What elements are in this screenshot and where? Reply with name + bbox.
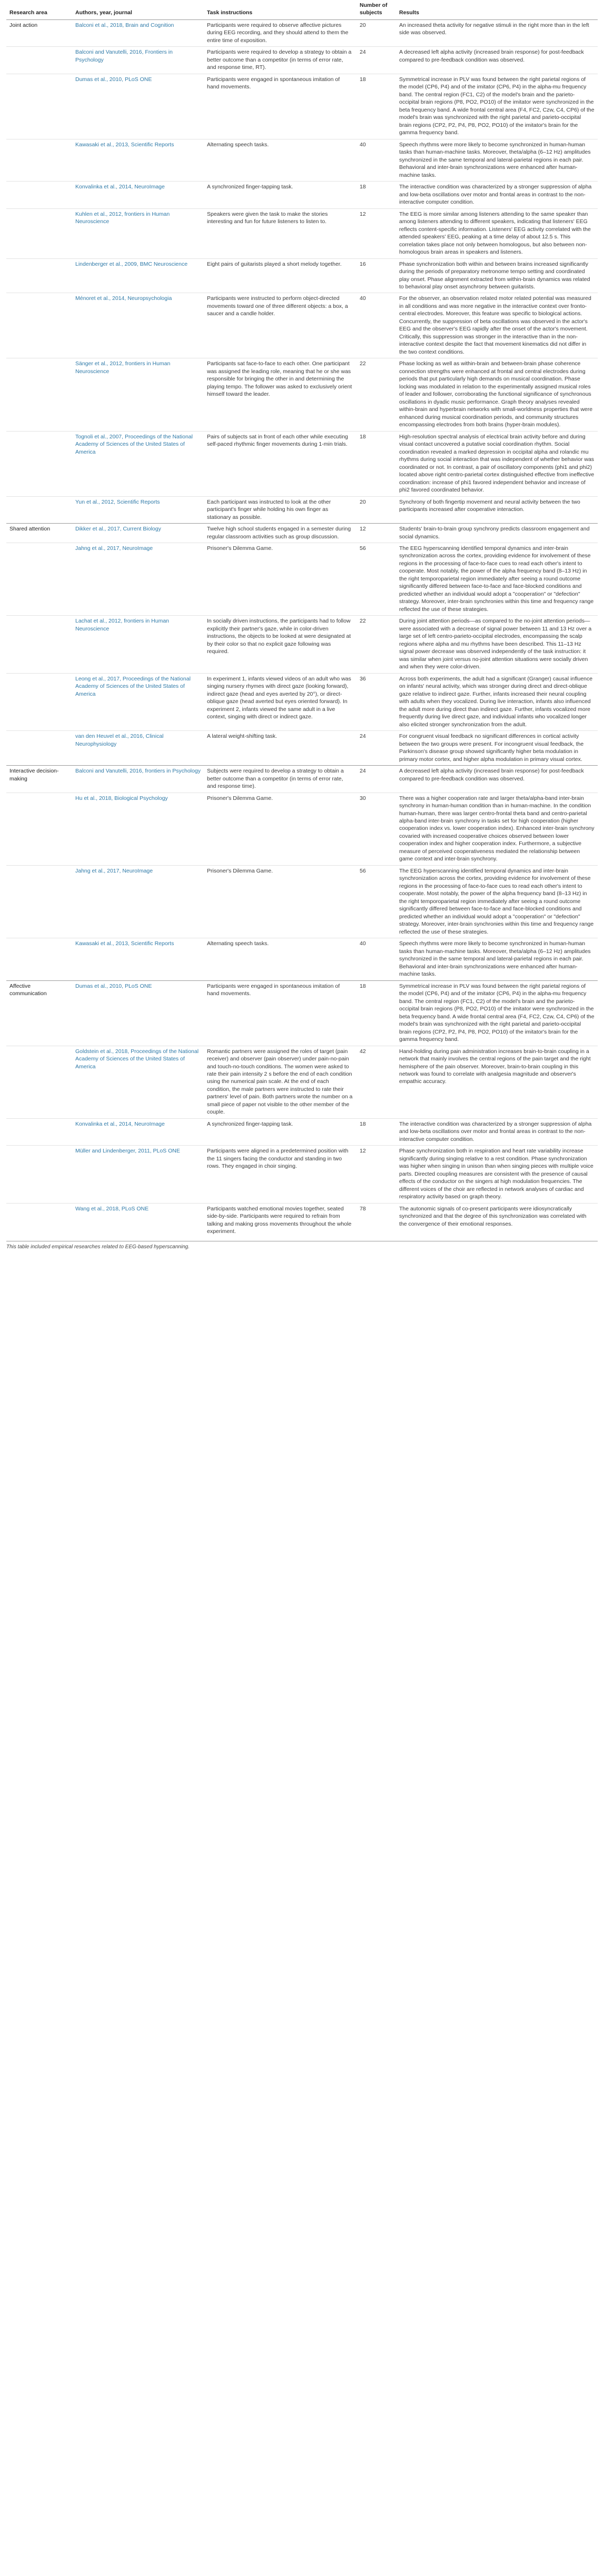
subjects-cell: 24 [357,766,396,793]
research-area-cell [6,182,72,208]
subjects-cell: 12 [357,208,396,258]
authors-cell: Balconi and Vanutelli, 2016, frontiers in Psychology [72,766,204,793]
subjects-cell: 18 [357,980,396,1046]
authors-cell: Jahng et al., 2017, NeuroImage [72,865,204,938]
research-area-cell [6,731,72,766]
results-cell: For congruent visual feedback no significant differences in cortical activity between the two groups were present. For incongruent visual feedback, the Parkinson's disease group showed significantly higher beta modulation in primary motor cortex, and higher alpha modulation in primary visual cortex. [396,731,598,766]
results-cell: Phase synchronization both within and between brains increased significantly during the periods of preparatory metronome tempo setting and coordinated play onset. Phase alignment extracted from within-brain dynamics was related to behavioral play onset asynchrony between guitarists. [396,258,598,293]
results-cell: The EEG hyperscanning identified temporal dynamics and inter-brain synchronization across the cortex, providing evidence for involvement of these regions in the processing of face-to-face cues to read each other's intent to cooperate. Most notably, the power of the alpha frequency band (8–13 Hz) in the right temporoparietal region immediately after seeing a round outcome significantly differed between face-to-face and face-blocked conditions and predicted whether an individual would adopt a "cooperation" or "defection" strategy. Moreover, inter-brain synchronies within this time and frequency range reflected the use of these strategies. [396,865,598,938]
subjects-cell: 20 [357,496,396,523]
research-area-cell [6,1118,72,1145]
research-area-cell [6,358,72,431]
results-cell: An increased theta activity for negative stimuli in the right more than in the left side was observed. [396,19,598,46]
task-cell: Speakers were given the task to make the stories interesting and fun for future listeners to listen to. [204,208,357,258]
subjects-cell: 18 [357,74,396,139]
authors-cell: Lindenberger et al., 2009, BMC Neuroscience [72,258,204,293]
research-area-cell: Joint action [6,19,72,46]
task-cell: Prisoner's Dilemma Game. [204,865,357,938]
table-row [6,524,598,543]
subjects-cell: 22 [357,616,396,673]
authors-cell: Sänger et al., 2012, frontiers in Human Neuroscience [72,358,204,431]
table-row [6,731,598,766]
task-cell: Romantic partners were assigned the roles of target (pain receiver) and observer (pain observer) under pain-no-pain and touch-no-touch conditions. The women were asked to rate their pain intensity 2 s before the end of each condition using the numerical pain scale. At the end of each condition, the male partners were instructed to rate their partners' level of pain. Both partners wrote the number on a small piece of paper not visible to the other member of the couple. [204,1046,357,1118]
subjects-cell: 12 [357,524,396,543]
authors-cell: Dikker et al., 2017, Current Biology [72,524,204,543]
table-row [6,938,598,980]
table-row [6,1118,598,1145]
table-footnote: This table included empirical researches related to EEG-based hyperscanning. [6,1241,598,1251]
results-cell: Hand-holding during pain administration increases brain-to-brain coupling in a network that mainly involves the central regions of the pain target and the right hemisphere of the pain observer. Moreover, brain-to-brain coupling in this network was found to correlate with analgesia magnitude and observer's empathic accuracy. [396,1046,598,1118]
task-cell: Prisoner's Dilemma Game. [204,543,357,616]
research-area-cell: Affective communication [6,980,72,1046]
subjects-cell: 42 [357,1046,396,1118]
header-subjects: Number of subjects [357,0,396,19]
table-row [6,431,598,496]
task-cell: A lateral weight-shifting task. [204,731,357,766]
task-cell: Participants sat face-to-face to each other. One participant was assigned the leading role, meaning that he or she was responsible for bringing the other in and determining the playing tempo. The follower was asked to exclusively orient himself toward the leader. [204,358,357,431]
results-cell: The EEG hyperscanning identified temporal dynamics and inter-brain synchronization across the cortex, providing evidence for involvement of these regions in the processing of face-to-face cues to read each other's intent to cooperate. Most notably, the power of the alpha frequency band (8–13 Hz) in the right temporoparietal region immediately after seeing a round outcome significantly differed between face-to-face and face-blocked conditions and predicted whether an individual would adopt a "cooperation" or "defection" strategy. Moreover, inter-brain synchronies within this time and frequency range reflected the use of these strategies. [396,543,598,616]
table-row [6,543,598,616]
task-cell: A synchronized finger-tapping task. [204,182,357,208]
results-cell: Speech rhythms were more likely to become synchronized in human-human tasks than human-machine tasks. Moreover, theta/alpha (6–12 Hz) amplitudes synchronized in the same temporal and lateral-parietal regions in each pair. Behavioral and inter-brain synchronizations were enhanced after human-machine tasks. [396,139,598,181]
subjects-cell: 40 [357,293,396,358]
research-area-cell [6,865,72,938]
subjects-cell: 12 [357,1146,396,1203]
research-area-cell [6,616,72,673]
table-row [6,865,598,938]
results-cell: Speech rhythms were more likely to become synchronized in human-human tasks than human-machine tasks. Moreover, theta/alpha (6–12 Hz) amplitudes synchronized in the same temporal and lateral-parietal regions in each pair. Behavioral and inter-brain synchronizations were enhanced after human-machine tasks. [396,938,598,980]
research-area-cell [6,793,72,865]
task-cell: Participants were engaged in spontaneous imitation of hand movements. [204,980,357,1046]
authors-cell: Yun et al., 2012, Scientific Reports [72,496,204,523]
table-row [6,616,598,673]
research-area-cell [6,543,72,616]
research-area-cell [6,139,72,181]
task-cell: Participants were instructed to perform object-directed movements toward one of three different objects: a box, a saucer and a candle holder. [204,293,357,358]
research-area-cell [6,431,72,496]
results-cell: The interactive condition was characterized by a stronger suppression of alpha and low-beta oscillations over motor and frontal areas in contrast to the non-interactive computer condition. [396,1118,598,1145]
authors-cell: Dumas et al., 2010, PLoS ONE [72,74,204,139]
authors-cell: Ménoret et al., 2014, Neuropsychologia [72,293,204,358]
task-cell: Prisoner's Dilemma Game. [204,793,357,865]
subjects-cell: 24 [357,731,396,766]
table-row [6,47,598,74]
authors-cell: Leong et al., 2017, Proceedings of the National Academy of Sciences of the United States of America [72,673,204,730]
authors-cell: Goldstein et al., 2018, Proceedings of the National Academy of Sciences of the United States of America [72,1046,204,1118]
subjects-cell: 16 [357,258,396,293]
research-area-cell [6,47,72,74]
authors-cell: Lachat et al., 2012, frontiers in Human Neuroscience [72,616,204,673]
table-row [6,182,598,208]
table-row [6,980,598,1046]
table-header [6,0,598,19]
task-cell: Participants were aligned in a predetermined position with the 11 singers facing the conductor and standing in two rows. They engaged in choir singing. [204,1146,357,1203]
subjects-cell: 20 [357,19,396,46]
subjects-cell: 36 [357,673,396,730]
header-research-area: Research area [6,0,72,19]
task-cell: Participants were required to observe affective pictures during EEG recording, and they should attend to them the entire time of exposition. [204,19,357,46]
research-area-cell [6,673,72,730]
table-row [6,793,598,865]
results-cell: Phase locking as well as within-brain and between-brain phase coherence connection strengths were enhanced at frontal and central electrodes during periods that put particularly high demands on musical coordination. Phase locking was modulated in relation to the experimentally assigned musical roles of leader and follower, corroborating the functional significance of synchronous oscillations in dyadic music performance. Graph theory analyses revealed within-brain and hyperbrain networks with small-worldness properties that were enhanced during musical coordination periods, and community structures encompassing electrodes from both brains (hyper-brain modules). [396,358,598,431]
results-cell: A decreased left alpha activity (increased brain response) for post-feedback compared to pre-feedback condition was observed. [396,766,598,793]
results-cell: Symmetrical increase in PLV was found between the right parietal regions of the model (CP6, P4) and of the imitator (CP6, P4) in the alpha-mu frequency band. The central region (FC1, C2) of the model's brain and the parieto-occipital brain regions (P8, PO2, PO10) of the imitator were synchronized in the beta frequency band. A wide frontal central area (F4, FC2, Czw, C4, CP6) of the model's brain was synchronized with the right parietal and parieto-occipital brain regions (CP2, P2, P4, P8, PO2, PO10) of the imitator's brain for the gamma frequency band. [396,980,598,1046]
table-row [6,358,598,431]
authors-cell: Kawasaki et al., 2013, Scientific Reports [72,139,204,181]
task-cell: Eight pairs of guitarists played a short melody together. [204,258,357,293]
table-row [6,74,598,139]
table-row [6,208,598,258]
task-cell: Participants were required to develop a strategy to obtain a better outcome than a competitor (in terms of error rate, and response time, RT). [204,47,357,74]
subjects-cell: 22 [357,358,396,431]
authors-cell: Wang et al., 2018, PLoS ONE [72,1203,204,1237]
table-row [6,1146,598,1203]
subjects-cell: 56 [357,543,396,616]
research-area-cell [6,496,72,523]
table-row [6,19,598,46]
subjects-cell: 40 [357,139,396,181]
research-area-cell [6,938,72,980]
research-area-cell [6,258,72,293]
table-page [0,0,604,1254]
authors-cell: Hu et al., 2018, Biological Psychology [72,793,204,865]
task-cell: Participants watched emotional movies together, seated side-by-side. Participants were required to refrain from talking and making gross movements throughout the whole experiment. [204,1203,357,1237]
hyperscanning-table [6,0,598,1238]
subjects-cell: 78 [357,1203,396,1237]
task-cell: In experiment 1, infants viewed videos of an adult who was singing nursery rhymes with direct gaze (looking forward), indirect gaze (head and eyes averted by 20°), or direct-oblique gaze (head averted but eyes oriented forward). In experiment 2, infants viewed the same adult in a live context, singing with direct or indirect gaze. [204,673,357,730]
results-cell: For the observer, an observation related motor related potential was measured in all conditions and was more negative in the interactive context over fronto-central electrodes. Moreover, this feature was specific to biological actions. Concurrently, the suppression of beta oscillations was observed in the actor's EEG and the observer's EEG rapidly after the onset of the actor's movement. Critically, this suppression was stronger in the interactive than in the non-interactive context despite the fact that movement kinematics did not differ in the two context conditions. [396,293,598,358]
table-row [6,293,598,358]
task-cell: A synchronized finger-tapping task. [204,1118,357,1145]
subjects-cell: 24 [357,47,396,74]
results-cell: High-resolution spectral analysis of electrical brain activity before and during visual contact uncovered a putative social coordination rhythm. Social coordination revealed a marked depression in occipital alpha and rolandic mu rhythms during social interaction that was independent of whether behavior was coordinated or not. In contrast, a pair of oscillatory components (phi1 and phi2) located above right centro-parietal cortex distinguished effective from ineffective coordination: increase of phi1 favored independent behavior and increase of phi2 favored coordinated behavior. [396,431,598,496]
subjects-cell: 18 [357,182,396,208]
authors-cell: Konvalinka et al., 2014, NeuroImage [72,1118,204,1145]
results-cell: The interactive condition was characterized by a stronger suppression of alpha and low-beta oscillations over motor and frontal areas in contrast to the non-interactive computer condition. [396,182,598,208]
subjects-cell: 30 [357,793,396,865]
task-cell: Pairs of subjects sat in front of each other while executing self-paced rhythmic finger movements during 1-min trials. [204,431,357,496]
task-cell: Participants were engaged in spontaneous imitation of hand movements. [204,74,357,139]
authors-cell: Müller and Lindenberger, 2011, PLoS ONE [72,1146,204,1203]
research-area-cell [6,74,72,139]
research-area-cell: Interactive decision-making [6,766,72,793]
table-row [6,1046,598,1118]
results-cell: Symmetrical increase in PLV was found between the right parietal regions of the model (CP6, P4) and of the imitator (CP6, P4) in the alpha-mu frequency band. The central region (FC1, C2) of the model's brain and the parieto-occipital brain regions (P8, PO2, PO10) of the imitator were synchronized in the beta frequency band. A wide frontal central area (F4, FC2, Czw, C4, CP6) of the model's brain was synchronized with the right parietal and parieto-occipital brain regions (CP2, P2, P4, P8, PO2, PO10) of the imitator's brain for the gamma frequency band. [396,74,598,139]
task-cell: Twelve high school students engaged in a semester during regular classroom activities such as group discussion. [204,524,357,543]
research-area-cell [6,1203,72,1237]
header-row [6,0,598,19]
task-cell: Alternating speech tasks. [204,938,357,980]
results-cell: Synchrony of both fingertip movement and neural activity between the two participants increased after cooperative interaction. [396,496,598,523]
subjects-cell: 18 [357,431,396,496]
results-cell: During joint attention periods—as compared to the no-joint attention periods—were associated with a decrease of signal power between 11 and 13 Hz over a large set of left centro-parieto-occipital electrodes, encompassing the scalp regions where alpha and mu rhythms have been described. This 11–13 Hz signal power decrease was observed independently of the task instruction: it was similar when joint versus no-joint attention situations were socially driven and when they were color-driven. [396,616,598,673]
table-row [6,496,598,523]
table-row [6,258,598,293]
results-cell: The EEG is more similar among listeners attending to the same speaker than among listeners attending to different speakers, indicating that listeners' EEG reflects content-specific information. Listeners' EEG activity correlated with the attended speakers' EEG, peaking at a time delay of about 12.5 s. This correlation takes place not only between homologous, but also between non-homologous brain areas in speakers and listeners. [396,208,598,258]
table-row [6,139,598,181]
authors-cell: Konvalinka et al., 2014, NeuroImage [72,182,204,208]
task-cell: Alternating speech tasks. [204,139,357,181]
results-cell: The autonomic signals of co-present participants were idiosyncratically synchronized and that the degree of this synchronization was correlated with the convergence of their emotional responses. [396,1203,598,1237]
results-cell: A decreased left alpha activity (increased brain response) for post-feedback compared to pre-feedback condition was observed. [396,47,598,74]
research-area-cell [6,293,72,358]
header-results: Results [396,0,598,19]
research-area-cell: Shared attention [6,524,72,543]
table-row [6,766,598,793]
task-cell: Each participant was instructed to look at the other participant's finger while holding his own finger as stationary as possible. [204,496,357,523]
authors-cell: Balconi et al., 2018, Brain and Cognition [72,19,204,46]
results-cell: Across both experiments, the adult had a significant (Granger) causal influence on infants' neural activity, which was stronger during direct and direct-oblique gaze relative to indirect gaze. Further, infants increased their neural coupling with adults when they vocalized. During live interaction, infants also influenced the adult more during direct than indirect gaze. Further, infants vocalized more frequently during live direct gaze, and individual infants who vocalized longer also elicited stronger synchronization from the adult. [396,673,598,730]
results-cell: Phase synchronization both in respiration and heart rate variability increase significantly during singing relative to a rest condition. Phase synchronization was higher when singing in unison than when singing pieces with multiple voice parts. Directed coupling measures are consistent with the presence of causal effects of the conductor on the singers at high modulation frequencies. The different voices of the choir are reflected in network analyses of cardiac and respiratory activity based on graph theory. [396,1146,598,1203]
table-body [6,19,598,1237]
authors-cell: Tognoli et al., 2007, Proceedings of the National Academy of Sciences of the United States of America [72,431,204,496]
subjects-cell: 40 [357,938,396,980]
results-cell: Students' brain-to-brain group synchrony predicts classroom engagement and social dynamics. [396,524,598,543]
authors-cell: Kawasaki et al., 2013, Scientific Reports [72,938,204,980]
table-row [6,1203,598,1237]
authors-cell: Dumas et al., 2010, PLoS ONE [72,980,204,1046]
research-area-cell [6,1146,72,1203]
header-authors: Authors, year, journal [72,0,204,19]
task-cell: Subjects were required to develop a strategy to obtain a better outcome than a competitor (in terms of error rate, and response time). [204,766,357,793]
header-task: Task instructions [204,0,357,19]
results-cell: There was a higher cooperation rate and larger theta/alpha-band inter-brain synchrony in human-human condition than in human-machine. In the condition human-human, there was larger centro-frontal theta band and centro-parietal alpha-band inter-brain synchrony in tasks set for high cooperation (higher cooperation index vs. lower cooperation index). Enhanced inter-brain synchrony covaried with increased cooperative choices observed between lower cooperation index and higher cooperation index. Furthermore, a subjective measure of perceived cooperativeness mediated the relationship between game context and inter-brain synchrony. [396,793,598,865]
authors-cell: van den Heuvel et al., 2016, Clinical Neurophysiology [72,731,204,766]
research-area-cell [6,208,72,258]
task-cell: In socially driven instructions, the participants had to follow explicitly their partner's gaze, while in color-driven instructions, the objects to be looked at were designated at by their color so that no explicit gaze following was required. [204,616,357,673]
subjects-cell: 18 [357,1118,396,1145]
authors-cell: Jahng et al., 2017, NeuroImage [72,543,204,616]
authors-cell: Kuhlen et al., 2012, frontiers in Human Neuroscience [72,208,204,258]
subjects-cell: 56 [357,865,396,938]
table-row [6,673,598,730]
authors-cell: Balconi and Vanutelli, 2016, Frontiers in Psychology [72,47,204,74]
research-area-cell [6,1046,72,1118]
